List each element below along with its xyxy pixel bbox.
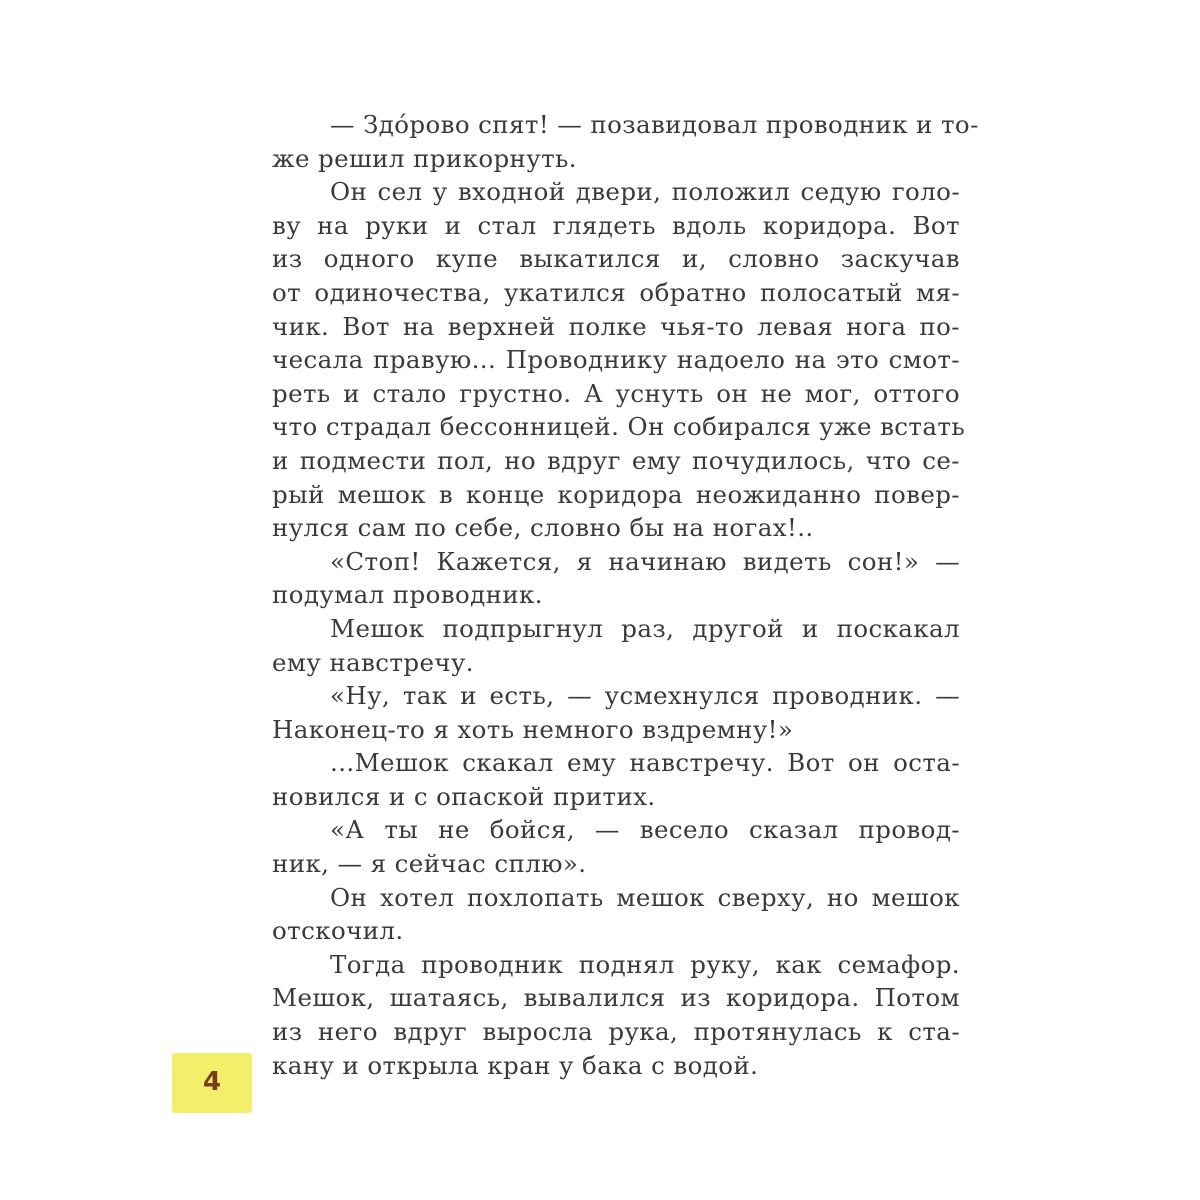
text-line: что страдал бессонницей. Он собирался уже встать — [272, 412, 966, 442]
text-line: от одиночества, укатился обратно полосатый мя- — [272, 277, 960, 307]
text-line: нулся сам по себе, словно бы на ногах!.. — [272, 513, 814, 543]
text-line: чесала правую... Проводнику надоело на это смот- — [272, 345, 960, 375]
text-line: чик. Вот на верхней полке чья-то левая нога по- — [272, 311, 960, 341]
text-line: Он хотел похлопать мешок сверху, но мешок — [330, 882, 960, 912]
text-line: ...Мешок скакал ему навстречу. Вот он оста- — [330, 748, 960, 778]
text-line: «Ну, так и есть, — усмехнулся проводник. — — [330, 681, 960, 711]
story-text — [272, 108, 979, 1082]
text-line: — Здо́рово спят! — позавидовал проводник и то- — [330, 110, 979, 139]
text-line: же решил прикорнуть. — [272, 143, 577, 173]
text-line: подумал проводник. — [272, 580, 543, 610]
text-line: ник, — я сейчас сплю». — [272, 849, 587, 879]
text-line: рый мешок в конце коридора неожиданно повер- — [272, 479, 960, 509]
text-line: Мешок, шатаясь, вывалился из коридора. Потом — [272, 983, 960, 1013]
text-line: Тогда проводник поднял руку, как семафор. — [330, 949, 960, 979]
page-number: 4 — [202, 1067, 222, 1097]
text-line: кану и открыла кран у бака с водой. — [272, 1050, 759, 1080]
text-line: «А ты не бойся, — весело сказал провод- — [330, 815, 960, 845]
page-number-badge — [172, 1053, 252, 1113]
text-line: ву на руки и стал глядеть вдоль коридора. Вот — [272, 210, 960, 240]
text-line: реть и стало грустно. А уснуть он не мог, оттого — [272, 378, 960, 408]
text-line: Он сел у входной двери, положил седую голо- — [330, 177, 960, 207]
text-line: и подмести пол, но вдруг ему почудилось, что се- — [272, 445, 960, 475]
text-line: ему навстречу. — [272, 647, 474, 677]
text-line: из него вдруг выросла рука, протянулась к ста- — [272, 1017, 960, 1047]
text-line: новился и с опаской притих. — [272, 781, 656, 811]
text-line: из одного купе выкатился и, словно заскучав — [272, 244, 960, 274]
text-line: отскочил. — [272, 916, 404, 946]
text-line: Мешок подпрыгнул раз, другой и поскакал — [330, 613, 960, 643]
text-line: Наконец-то я хоть немного вздремну!» — [272, 714, 794, 744]
text-line: «Стоп! Кажется, я начинаю видеть сон!» — — [330, 546, 960, 576]
